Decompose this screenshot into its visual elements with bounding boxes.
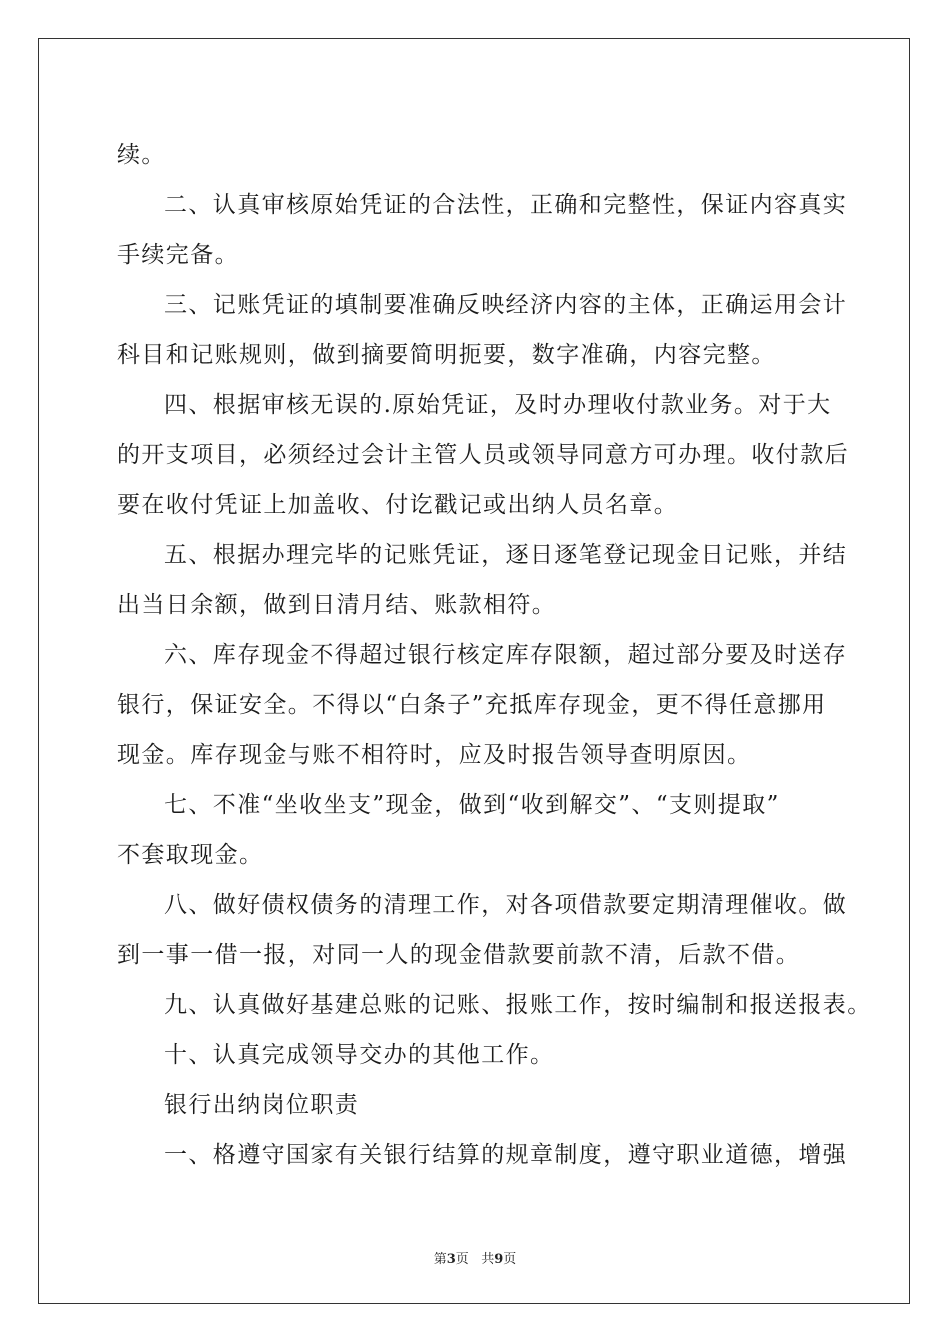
text-line: 手续完备。 (117, 242, 239, 268)
paragraph-start: 七、不准“坐收坐支”现金，做到“收到解交”、“支则提取” (164, 792, 780, 818)
page-footer (0, 1248, 950, 1267)
paragraph-start: 四、根据审核无误的.原始凭证，及时办理收付款业务。对于大 (164, 392, 832, 418)
paragraph-start: 九、认真做好基建总账的记账、报账工作，按时编制和报送报表。 (164, 992, 872, 1018)
document-body (117, 130, 872, 1180)
total-prefix: 共 (481, 1252, 495, 1267)
page-prefix: 第 (433, 1252, 447, 1267)
paragraph-start: 一、格遵守国家有关银行结算的规章制度，遵守职业道德，增强 (164, 1142, 848, 1168)
total-pages: 9 (494, 1252, 504, 1267)
paragraph-start: 二、认真审核原始凭证的合法性，正确和完整性，保证内容真实 (164, 192, 848, 218)
paragraph-start: 三、记账凭证的填制要准确反映经济内容的主体，正确运用会计 (164, 292, 848, 318)
paragraph-start: 五、根据办理完毕的记账凭证，逐日逐笔登记现金日记账，并结 (164, 542, 848, 568)
page-number: 3 (446, 1252, 456, 1267)
page-suffix: 页 (455, 1252, 469, 1267)
text-line: 到一事一借一报，对同一人的现金借款要前款不清，后款不借。 (117, 942, 801, 968)
paragraph-start: 十、认真完成领导交办的其他工作。 (164, 1042, 555, 1068)
text-line: 的开支项目，必须经过会计主管人员或领导同意方可办理。收付款后 (117, 442, 849, 468)
paragraph-start: 八、做好债权债务的清理工作，对各项借款要定期清理催收。做 (164, 892, 848, 918)
total-suffix: 页 (503, 1252, 517, 1267)
paragraph-start: 六、库存现金不得超过银行核定库存限额，超过部分要及时送存 (164, 642, 848, 668)
text-line: 要在收付凭证上加盖收、付讫戳记或出纳人员名章。 (117, 492, 679, 518)
text-line: 出当日余额，做到日清月结、账款相符。 (117, 592, 557, 618)
text-line: 科目和记账规则，做到摘要简明扼要，数字准确，内容完整。 (117, 342, 776, 368)
text-line: 现金。库存现金与账不相符时，应及时报告领导查明原因。 (117, 742, 752, 768)
section-heading: 银行出纳岗位职责 (164, 1092, 360, 1118)
text-line: 续。 (117, 142, 166, 168)
text-line: 银行，保证安全。不得以“白条子”充抵库存现金，更不得任意挪用 (117, 692, 827, 718)
text-line: 不套取现金。 (117, 842, 264, 868)
